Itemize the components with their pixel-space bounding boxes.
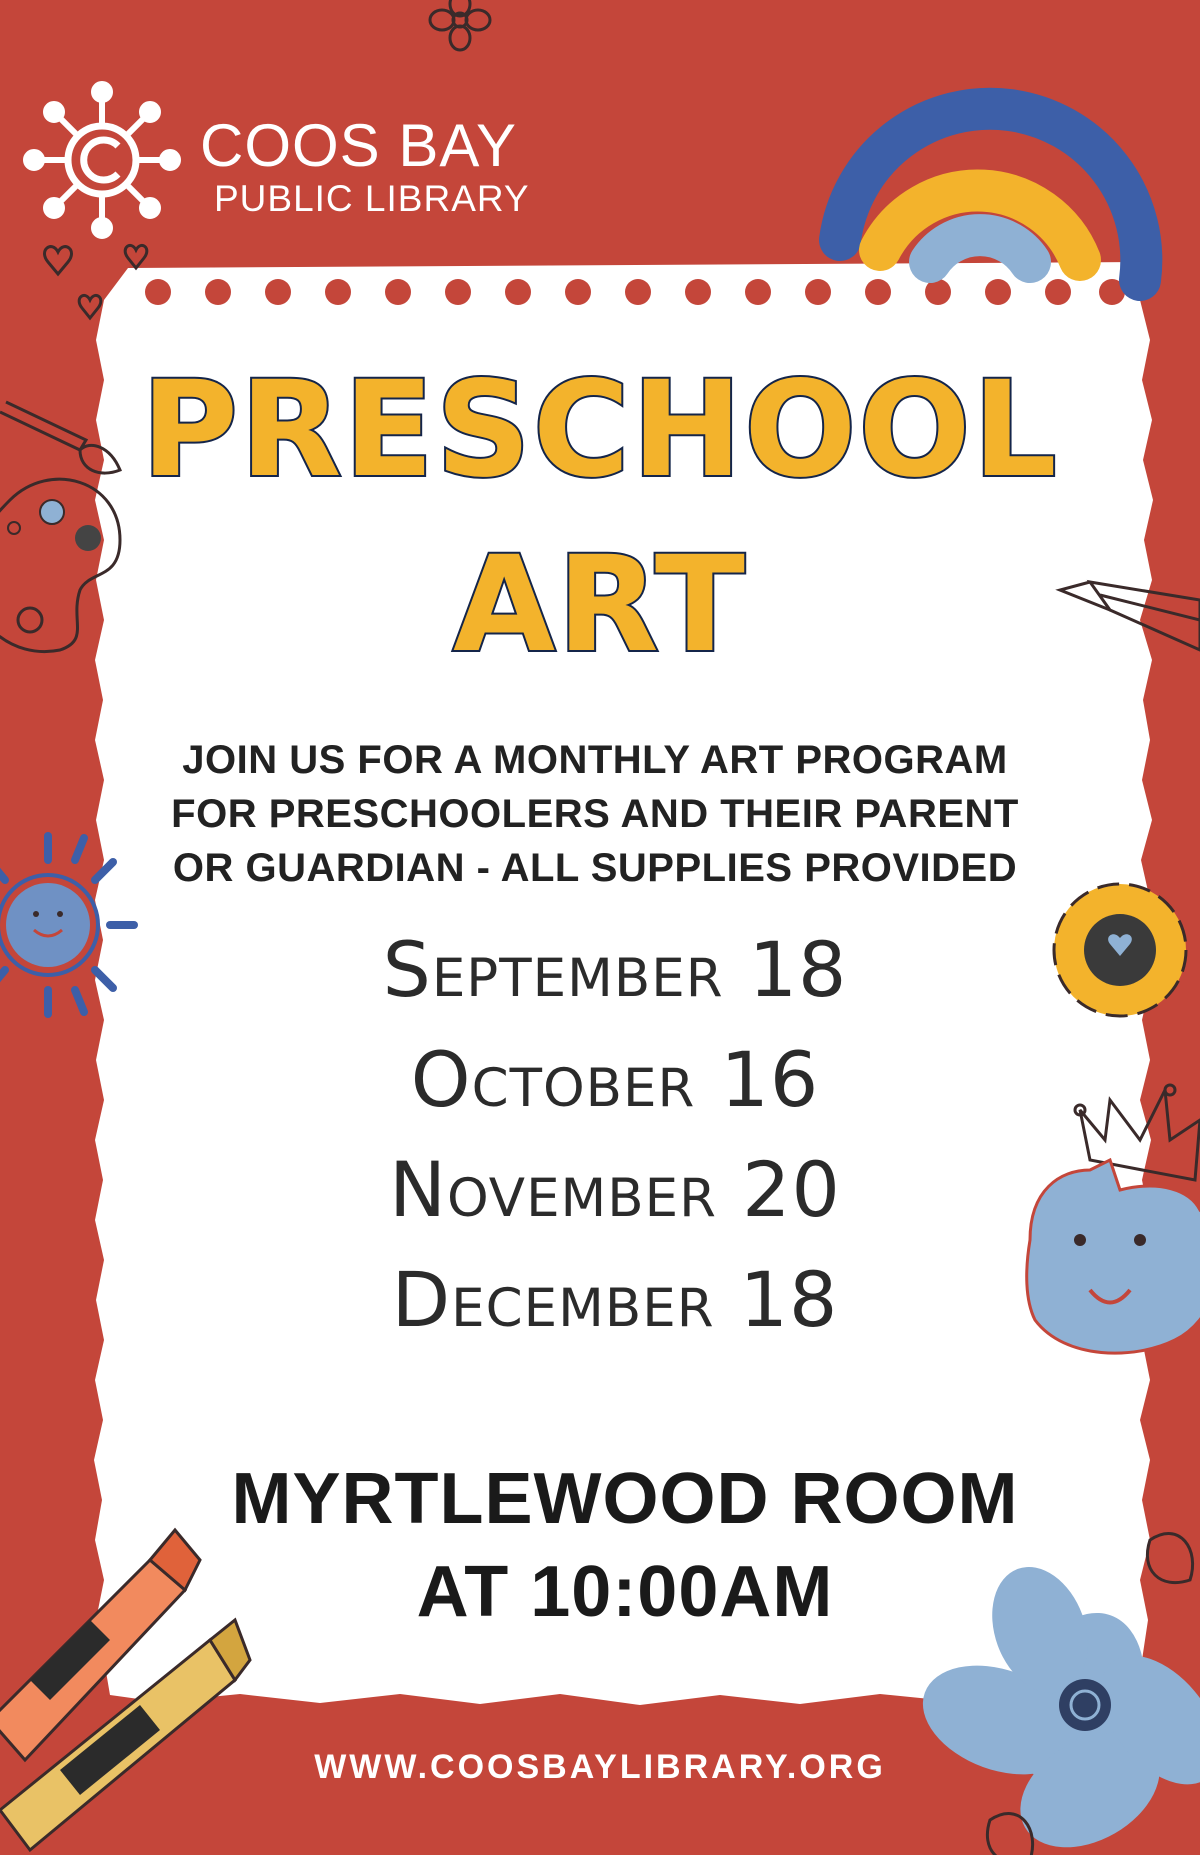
library-logo[interactable] — [200, 112, 530, 219]
description-line-2: FOR PRESCHOOLERS AND THEIR PARENT — [171, 792, 1019, 836]
date-item: November 20 — [389, 1145, 841, 1234]
flower-icon — [430, 0, 490, 50]
sunburst-c-logo-icon — [26, 84, 178, 236]
description-line-1: JOIN US FOR A MONTHLY ART PROGRAM — [182, 738, 1008, 782]
title-line-1: PRESCHOOL — [141, 353, 1059, 507]
venue-line-2: AT 10:00AM — [416, 1552, 834, 1632]
library-name: COOS BAY — [200, 112, 517, 179]
website-link[interactable]: WWW.COOSBAYLIBRARY.ORG — [314, 1748, 886, 1786]
program-description — [95, 733, 1095, 895]
title-line-2: ART — [453, 528, 747, 682]
library-subtitle: PUBLIC LIBRARY — [214, 178, 530, 219]
date-item: October 16 — [410, 1035, 820, 1124]
date-item: September 18 — [382, 925, 848, 1014]
rainbow-icon — [840, 109, 1141, 280]
description-line-3: OR GUARDIAN - ALL SUPPLIES PROVIDED — [172, 846, 1018, 890]
date-item: December 18 — [391, 1255, 839, 1344]
venue-line-1: MYRTLEWOOD ROOM — [231, 1459, 1019, 1539]
